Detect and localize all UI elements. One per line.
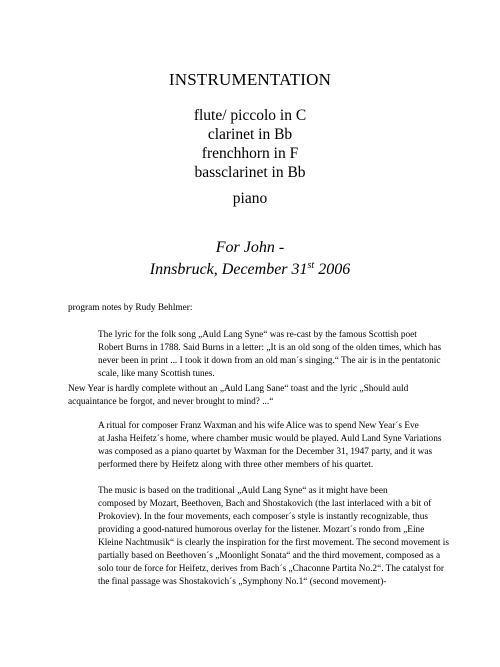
instrument-item: frenchhorn in F: [201, 145, 299, 162]
program-notes-label: program notes by Rudy Behlmer:: [68, 303, 193, 313]
paragraph-line: The lyric for the folk song „Auld Lang Syne“ was re-cast by the famous Scottish poet: [98, 330, 417, 340]
paragraph-burns: [68, 329, 442, 381]
paragraph-line: scale, like many Scottish tunes.: [98, 369, 215, 379]
paragraph-line: Prokoviev). In the four movements, each composer´s style is instantly recognizable, thus: [98, 512, 428, 522]
date-ordinal-suffix: st: [307, 260, 315, 271]
dedication-line-2: [0, 259, 500, 281]
paragraph-line: partially based on Beethoven´s „Moonlight Sonata“ and the third movement, composed as a: [98, 551, 441, 561]
paragraph-line: Robert Burns in 1788. Said Burns in a letter: „It is an old song of the olden times, which has: [98, 343, 442, 353]
instrument-item: flute/ piccolo in C: [193, 107, 307, 124]
paragraph-music: [68, 485, 449, 589]
paragraph-line: New Year is hardly complete without an „Auld Lang Sane“ toast and the lyric „Should auld: [68, 384, 409, 394]
paragraph-line: was composed as a piano quartet by Waxman for the December 31, 1947 party, and it was: [98, 447, 433, 457]
instrument-item: bassclarinet in Bb: [194, 164, 306, 181]
paragraph-line: at Jasha Heifetz´s home, where chamber music would be played. Auld Land Syne Variations: [98, 434, 442, 444]
paragraph-line: composed by Mozart, Beethoven, Bach and Shostakovich (the last interlaced with a bit of: [98, 499, 432, 509]
paragraph-line: The music is based on the traditional „Auld Lang Syne“ as it might have been: [98, 486, 388, 496]
dedication-place-date: Innsbruck, December 31: [149, 261, 308, 278]
paragraph-line: performed there by Heifetz along with three other members of his quartet.: [98, 460, 374, 470]
instrument-list: [0, 106, 500, 182]
paragraph-line: Kleine Nachtmusik“ is clearly the inspiration for the first movement. The second movement is: [98, 538, 449, 548]
paragraph-line: acquaintance be forgot, and never brought to mind? ...“: [68, 397, 274, 407]
paragraph-line: solo tour de force for Heifetz, derives from Bach´s „Chaconne Partita No.2“. The catalyst for: [98, 564, 445, 574]
instrument-piano: piano: [232, 190, 268, 207]
dedication-line-1: For John -: [215, 239, 285, 256]
instrument-item: clarinet in Bb: [207, 126, 293, 143]
paragraph-line: A ritual for composer Franz Waxman and his wife Alice was to spend New Year´s Eve: [98, 421, 419, 431]
paragraph-waxman: [68, 420, 442, 472]
dedication: [0, 237, 500, 281]
paragraph-line: the final passage was Shostakovich´s „Symphony No.1“ (second movement)-: [98, 577, 387, 587]
page-title: INSTRUMENTATION: [168, 70, 332, 89]
paragraph-line: providing a good-natured humorous overlay for the listener. Mozart´s rondo from „Eine: [98, 525, 425, 535]
dedication-year: 2006: [314, 261, 351, 278]
paragraph-new-year: [68, 383, 430, 409]
paragraph-line: never been in print ... I took it down from an old man´s singing.“ The air is in the pentatonic: [98, 356, 441, 366]
